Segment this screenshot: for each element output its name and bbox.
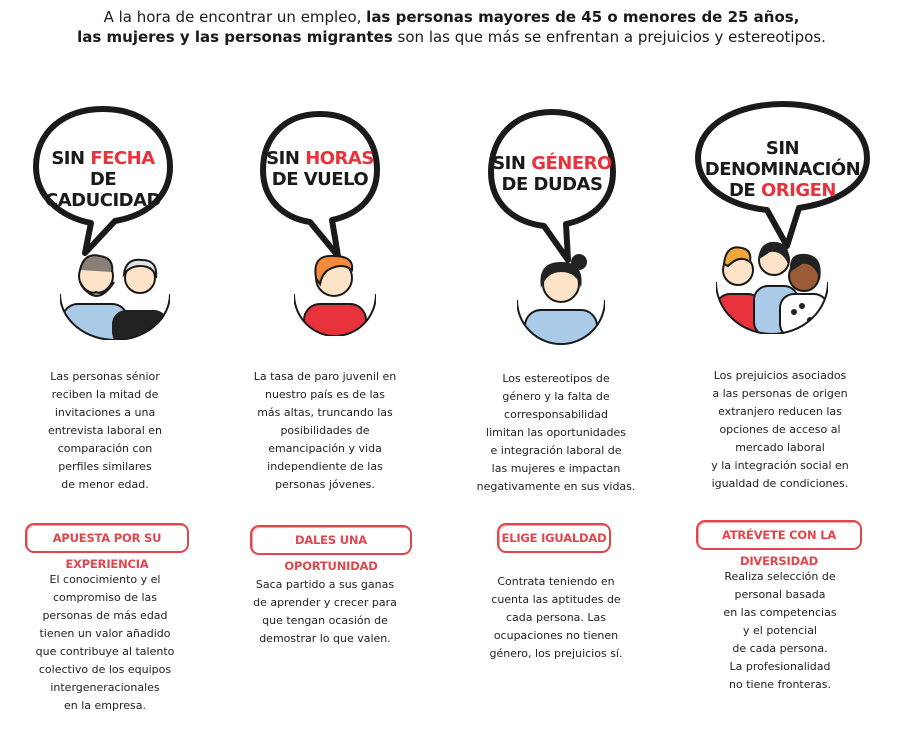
description-line: comparación con [57, 442, 153, 455]
cta-line: en las competencias [723, 606, 837, 619]
description-line: igualdad de condiciones. [711, 477, 849, 490]
cta-line: género, los prejuicios sí. [489, 647, 623, 660]
description-line: Los prejuicios asociados [713, 369, 847, 382]
bubble-text [260, 148, 380, 190]
cta-line: personal basada [734, 588, 826, 601]
column-origin [678, 0, 898, 751]
cta-text [456, 573, 656, 663]
description-line: corresponsabilidad [504, 408, 608, 421]
cta-line: Contrata teniendo en [497, 575, 615, 588]
intro-line1-bold: las personas mayores de 45 o menores de 25 años, [366, 8, 800, 26]
description [680, 367, 880, 493]
cta-line: de aprender y crecer para [253, 596, 397, 609]
cta-line: La profesionalidad [729, 660, 831, 673]
cta-line: cada persona. Las [505, 611, 607, 624]
cta-line: tienen un valor añadido [39, 627, 171, 640]
description-line: nuestro país es de las [264, 388, 386, 401]
bubble-highlight: FECHA [90, 148, 155, 169]
description-line: Las personas sénior [50, 370, 160, 383]
bubble-pre: DE [728, 180, 761, 201]
bubble-highlight: HORAS [305, 148, 374, 169]
description-line: La tasa de paro juvenil en [253, 370, 397, 383]
cta-line: Saca partido a sus ganas [255, 578, 395, 591]
bubble-highlight: ORIGEN [761, 180, 836, 201]
senior-couple-illustration [60, 248, 170, 340]
bubble-line-2: DE CADUCIDAD [45, 169, 161, 211]
bubble-text [488, 153, 616, 195]
cta-line: en la empresa. [63, 699, 146, 712]
column-gender [453, 0, 663, 751]
bubble-text [33, 148, 173, 211]
bubble-line-2 [695, 180, 870, 201]
description-line: reciben la mitad de [51, 388, 159, 401]
bubble-line-1: SIN DENOMINACIÓN [704, 138, 861, 180]
woman-illustration [517, 250, 605, 345]
description-line: de menor edad. [61, 478, 149, 491]
description-line: limitan las oportunidades [486, 426, 626, 439]
bubble-line-1 [33, 148, 173, 169]
bubble-text [695, 138, 870, 201]
column-youth [220, 0, 430, 751]
description-line: posibilidades de [280, 424, 370, 437]
column-senior [0, 0, 210, 751]
young-person-icon [294, 248, 376, 336]
cta-line: no tiene fronteras. [729, 678, 831, 691]
description [456, 370, 656, 496]
intro-line2-post: son las que más se enfrentan a prejuicios y estereotipos. [392, 28, 826, 46]
speech-bubble [260, 110, 380, 260]
cta-line: compromiso de las [53, 591, 157, 604]
description-line: opciones de acceso al [719, 423, 841, 436]
bubble-line-1 [488, 153, 616, 174]
description-line: invitaciones a una [54, 406, 156, 419]
description-line: emancipación y vida [268, 442, 382, 455]
description-line: más altas, truncando las [257, 406, 393, 419]
cta-line: que tengan ocasión de [262, 614, 388, 627]
description-line: a las personas de origen [712, 387, 848, 400]
intro-line2-bold: las mujeres y las personas migrantes [77, 28, 393, 46]
cta-line: demostrar lo que valen. [259, 632, 391, 645]
description-line: género y la falta de [502, 390, 610, 403]
cta-line: personas de más edad [42, 609, 168, 622]
cta-button-diversidad[interactable]: ATRÉVETE CON LA DIVERSIDAD [696, 520, 862, 550]
cta-button-igualdad[interactable]: ELIGE IGUALDAD [497, 523, 611, 553]
cta-line: ocupaciones no tienen [493, 629, 619, 642]
senior-couple-icon [60, 248, 170, 340]
cta-line: El conocimiento y el [49, 573, 161, 586]
cta-line: colectivo de los equipos [38, 663, 172, 676]
description-line: entrevista laboral en [47, 424, 162, 437]
description-line: personas jóvenes. [275, 478, 375, 491]
diverse-group-illustration [716, 232, 828, 334]
speech-bubble [488, 108, 616, 263]
description-line: extranjero reducen las [718, 405, 842, 418]
bubble-pre: SIN [266, 148, 306, 169]
bubble-pre: SIN [51, 148, 91, 169]
cta-text [5, 571, 205, 715]
cta-line: Realiza selección de [724, 570, 836, 583]
bubble-pre: SIN [492, 153, 532, 174]
description-line: perfiles similares [58, 460, 152, 473]
description-line: negativamente en sus vidas. [476, 480, 636, 493]
cta-line: que contribuye al talento [35, 645, 175, 658]
cta-text [225, 576, 425, 648]
description [225, 368, 425, 494]
cta-line: intergeneracionales [50, 681, 160, 694]
cta-line: cuenta las aptitudes de [491, 593, 621, 606]
bubble-line-2: DE DUDAS [501, 174, 603, 195]
cta-text [680, 568, 880, 694]
bubble-line-2: DE VUELO [271, 169, 369, 190]
cta-line: de cada persona. [732, 642, 828, 655]
woman-icon [517, 250, 605, 345]
speech-bubble [33, 105, 173, 255]
description [5, 368, 205, 494]
intro-line1-pre: A la hora de encontrar un empleo, [103, 8, 367, 26]
diverse-group-icon [716, 232, 828, 334]
description-line: independiente de las [267, 460, 383, 473]
description-line: y la integración social en [711, 459, 849, 472]
speech-bubble [695, 100, 870, 250]
description-line: Los estereotipos de [502, 372, 610, 385]
description-line: e integración laboral de [490, 444, 622, 457]
bubble-line-1 [260, 148, 380, 169]
cta-button-oportunidad[interactable]: DALES UNA OPORTUNIDAD [250, 525, 412, 555]
description-line: las mujeres e impactan [491, 462, 621, 475]
bubble-highlight: GÉNERO [531, 153, 612, 174]
description-line: mercado laboral [735, 441, 825, 454]
cta-line: y el potencial [743, 624, 817, 637]
young-person-illustration [294, 248, 376, 336]
cta-button-experiencia[interactable]: APUESTA POR SU EXPERIENCIA [25, 523, 189, 553]
